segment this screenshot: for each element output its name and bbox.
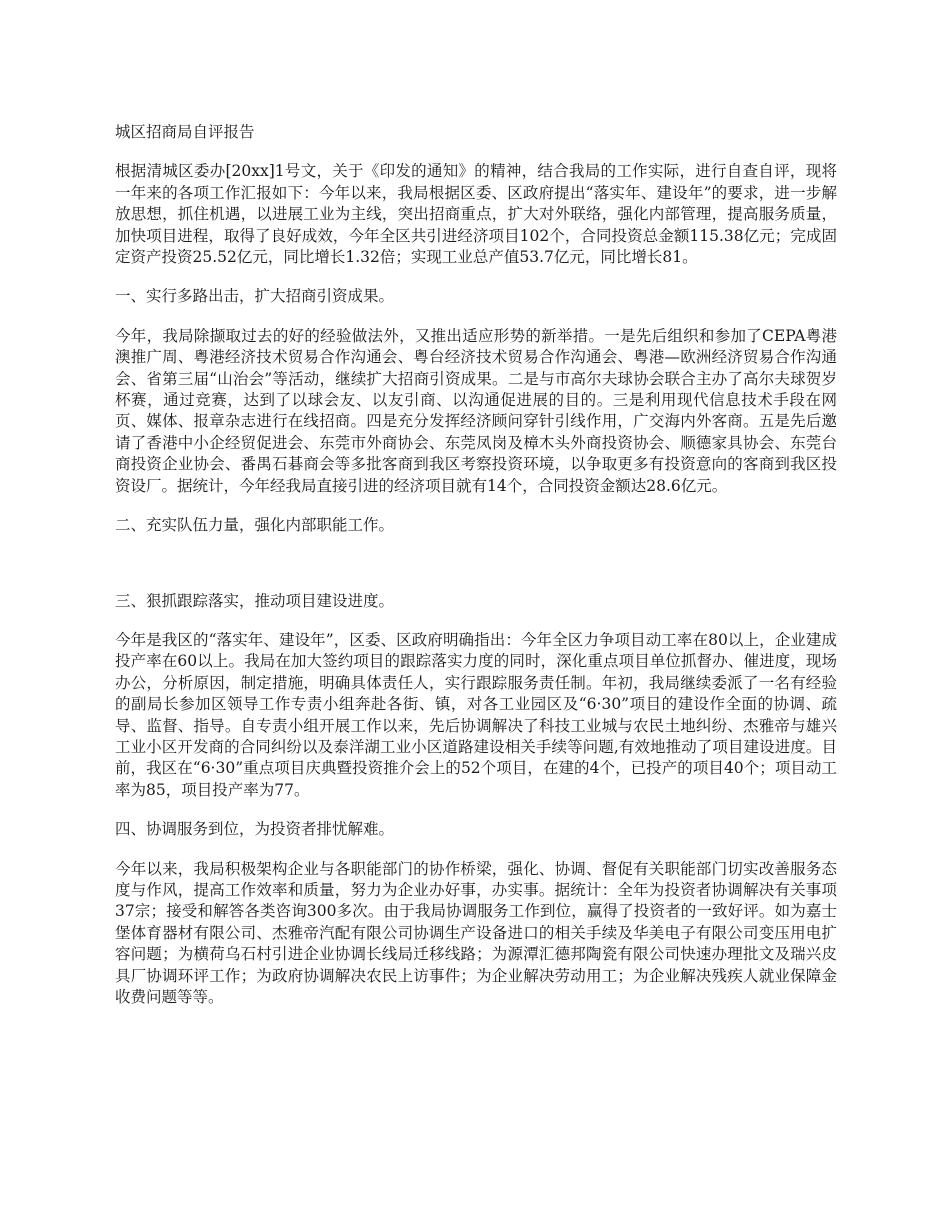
section-1-heading: 一、实行多路出击，扩大招商引资成果。 (115, 287, 395, 306)
section-1-paragraph: 今年，我局除撷取过去的好的经验做法外，又推出适应形势的新举措。一是先后组织和参加了CEPA粤港澳推广周、粤港经济技术贸易合作沟通会、粤台经济技术贸易合作沟通会、粤港—欧洲经济贸易合作沟通会、省第三届“山治会”等活动，继续扩大招商引资成果。二是与市高尔夫球协会联合主办了高尔夫球贺岁杯赛，通过竞赛，达到了以球会友、以友引商、以沟通促进展的目的。三是利用现代信息技术手段在网页、媒体、报章杂志进行在线招商。四是充分发挥经济顾问穿针引线作用，广交海内外客商。五是先后邀请了香港中小企经贸促进会、东莞市外商协会、东莞凤岗及樟木头外商投资协会、顺德家具协会、东莞台商投资企业协会、番禺石碁商会等多批客商到我区考察投资环境，以争取更多有投资意向的客商到我区投资设厂。据统计，今年经我局直接引进的经济项目就有14个，合同投资金额达28.6亿元。 (115, 326, 837, 495)
document-body (115, 122, 837, 1026)
document-title: 城区招商局自评报告 (115, 123, 255, 141)
section-2-heading: 二、充实队伍力量，强化内部职能工作。 (115, 516, 395, 535)
blank-space (115, 555, 837, 591)
section-3-paragraph: 今年是我区的“落实年、建设年”，区委、区政府明确指出：今年全区力争项目动工率在80以上，企业建成投产率在60以上。我局在加大签约项目的跟踪落实力度的同时，深化重点项目单位抓督办、催进度，现场办公，分析原因，制定措施，明确具体责任人，实行跟踪服务责任制。年初，我局继续委派了一名有经验的副局长参加区领导工作专责小组奔赴各街、镇，对各工业园区及“6·30”项目的建设作全面的协调、疏导、监督、指导。自专责小组开展工作以来，先后协调解决了科技工业城与农民土地纠纷、杰雅帝与雄兴工业小区开发商的合同纠纷以及泰洋湖工业小区道路建设相关手续等问题,有效地推动了项目建设进度。目前，我区在“6·30”重点项目庆典暨投资推介会上的52个项目，在建的4个，已投产的项目40个；项目动工率为85，项目投产率为77。 (115, 630, 837, 799)
section-4-heading: 四、协调服务到位，为投资者排忧解难。 (115, 820, 395, 839)
intro-paragraph: 根据清城区委办[20xx]1号文，关于《印发的通知》的精神，结合我局的工作实际，进行自查自评，现将一年来的各项工作汇报如下：今年以来，我局根据区委、区政府提出“落实年、建设年”的要求，进一步解放思想，抓住机遇，以进展工业为主线，突出招商重点，扩大对外联络，强化内部管理，提高服务质量，加快项目进程，取得了良好成效，今年全区共引进经济项目102个，合同投资总金额115.38亿元；完成固定资产投资25.52亿元，同比增长1.32倍；实现工业总产值53.7亿元，同比增长81。 (115, 162, 837, 267)
section-3-heading: 三、狠抓跟踪落实，推动项目建设进度。 (115, 591, 395, 610)
section-4-paragraph: 今年以来，我局积极架构企业与各职能部门的协作桥梁，强化、协调、督促有关职能部门切实改善服务态度与作风，提高工作效率和质量，努力为企业办好事，办实事。据统计：全年为投资者协调解决有关事项37宗；接受和解答各类咨询300多次。由于我局协调服务工作到位，赢得了投资者的一致好评。如为嘉士堡体育器材有限公司、杰雅帝汽配有限公司协调生产设备进口的相关手续及华美电子有限公司变压用电扩容问题；为横荷乌石村引进企业协调长线局迁移线路；为源潭汇德邦陶瓷有限公司快速办理批文及瑞兴皮具厂协调环评工作；为政府协调解决农民上访事件；为企业解决劳动用工；为企业解决残疾人就业保障金收费问题等等。 (115, 859, 837, 1006)
